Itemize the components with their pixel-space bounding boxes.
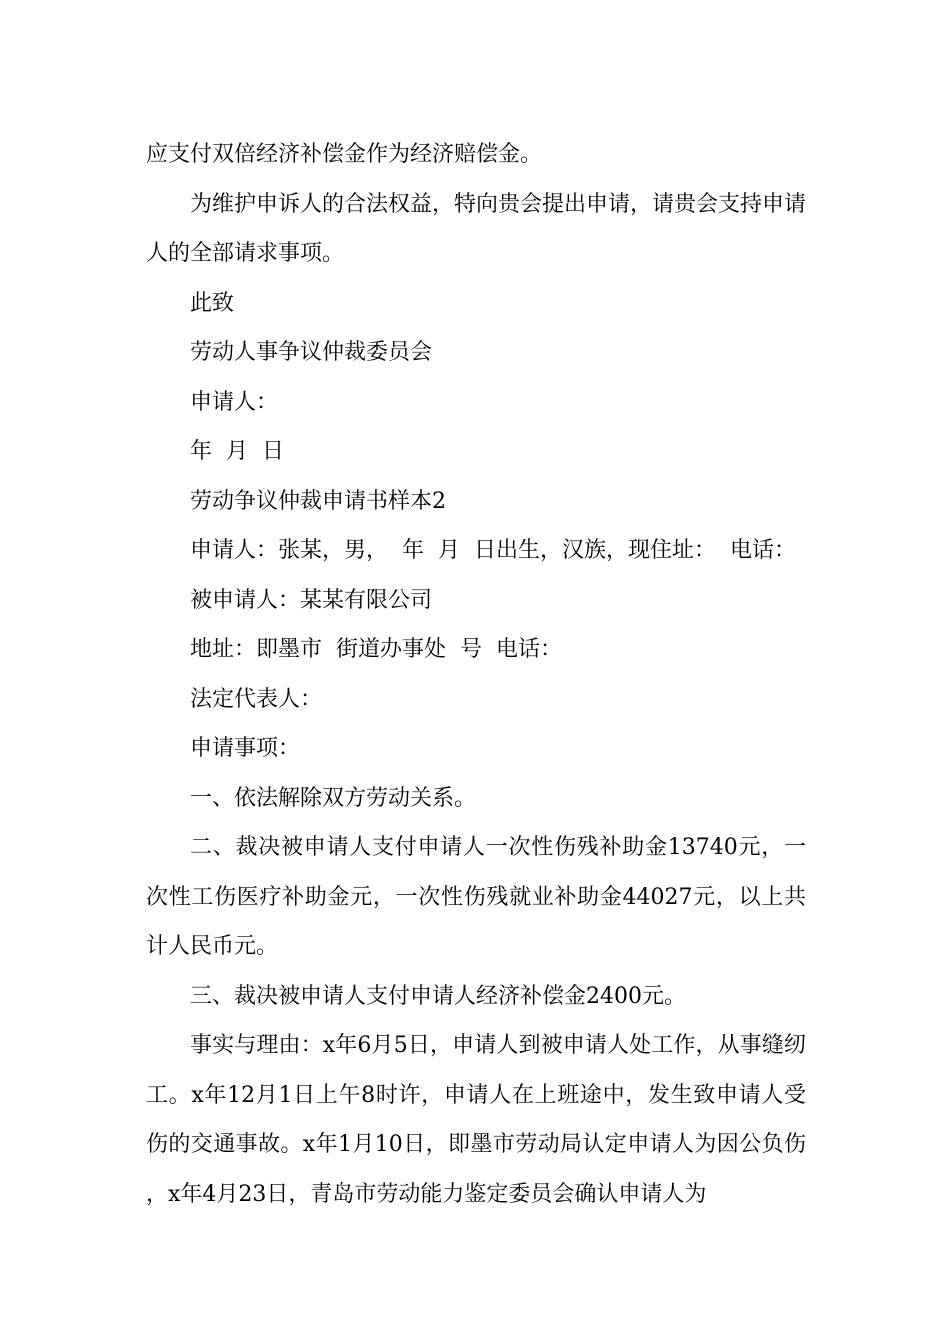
facts-and-reasons: 事实与理由：x年6月5日，申请人到被申请人处工作，从事缝纫工。x年12月1日上午8时许，申请人在上班途中，发生致申请人受伤的交通事故。x年1月10日，即墨市劳动局认定申请人为因公负伤，x年4月23日，青岛市劳动能力鉴定委员会确认申请人为 — [146, 1033, 806, 1207]
address-line: 地址：即墨市 街道办事处 号 电话： — [190, 637, 562, 662]
paragraph-request-support: 为维护申诉人的合法权益，特向贵会提出申请，请贵会支持申请人的全部请求事项。 — [146, 191, 807, 266]
legal-representative-label: 法定代表人： — [190, 686, 323, 712]
respondent-info: 被申请人：某某有限公司 — [190, 587, 433, 613]
claims-heading: 申请事项： — [190, 736, 301, 761]
applicant-info: 申请人：张某，男， 年 月 日出生，汉族，现住址： 电话： — [190, 538, 796, 563]
sample-title: 劳动争议仲裁申请书样本2 — [190, 488, 446, 514]
claim-item-1: 一、依法解除双方劳动关系。 — [190, 785, 477, 811]
applicant-signature-label: 申请人： — [190, 389, 279, 415]
date-line: 年 月 日 — [190, 439, 284, 464]
paragraph-compensation-continuation: 应支付双倍经济补偿金作为经济赔偿金。 — [146, 142, 543, 167]
claim-item-2: 二、裁决被申请人支付申请人一次性伤残补助金13740元，一次性工伤医疗补助金元，一次性伤残就业补助金44027元，以上共计人民币元。 — [146, 835, 806, 959]
document-body — [146, 130, 806, 1219]
salutation: 此致 — [190, 290, 235, 316]
claim-item-3: 三、裁决被申请人支付申请人经济补偿金2400元。 — [190, 983, 686, 1009]
recipient-committee: 劳动人事争议仲裁委员会 — [190, 340, 433, 365]
